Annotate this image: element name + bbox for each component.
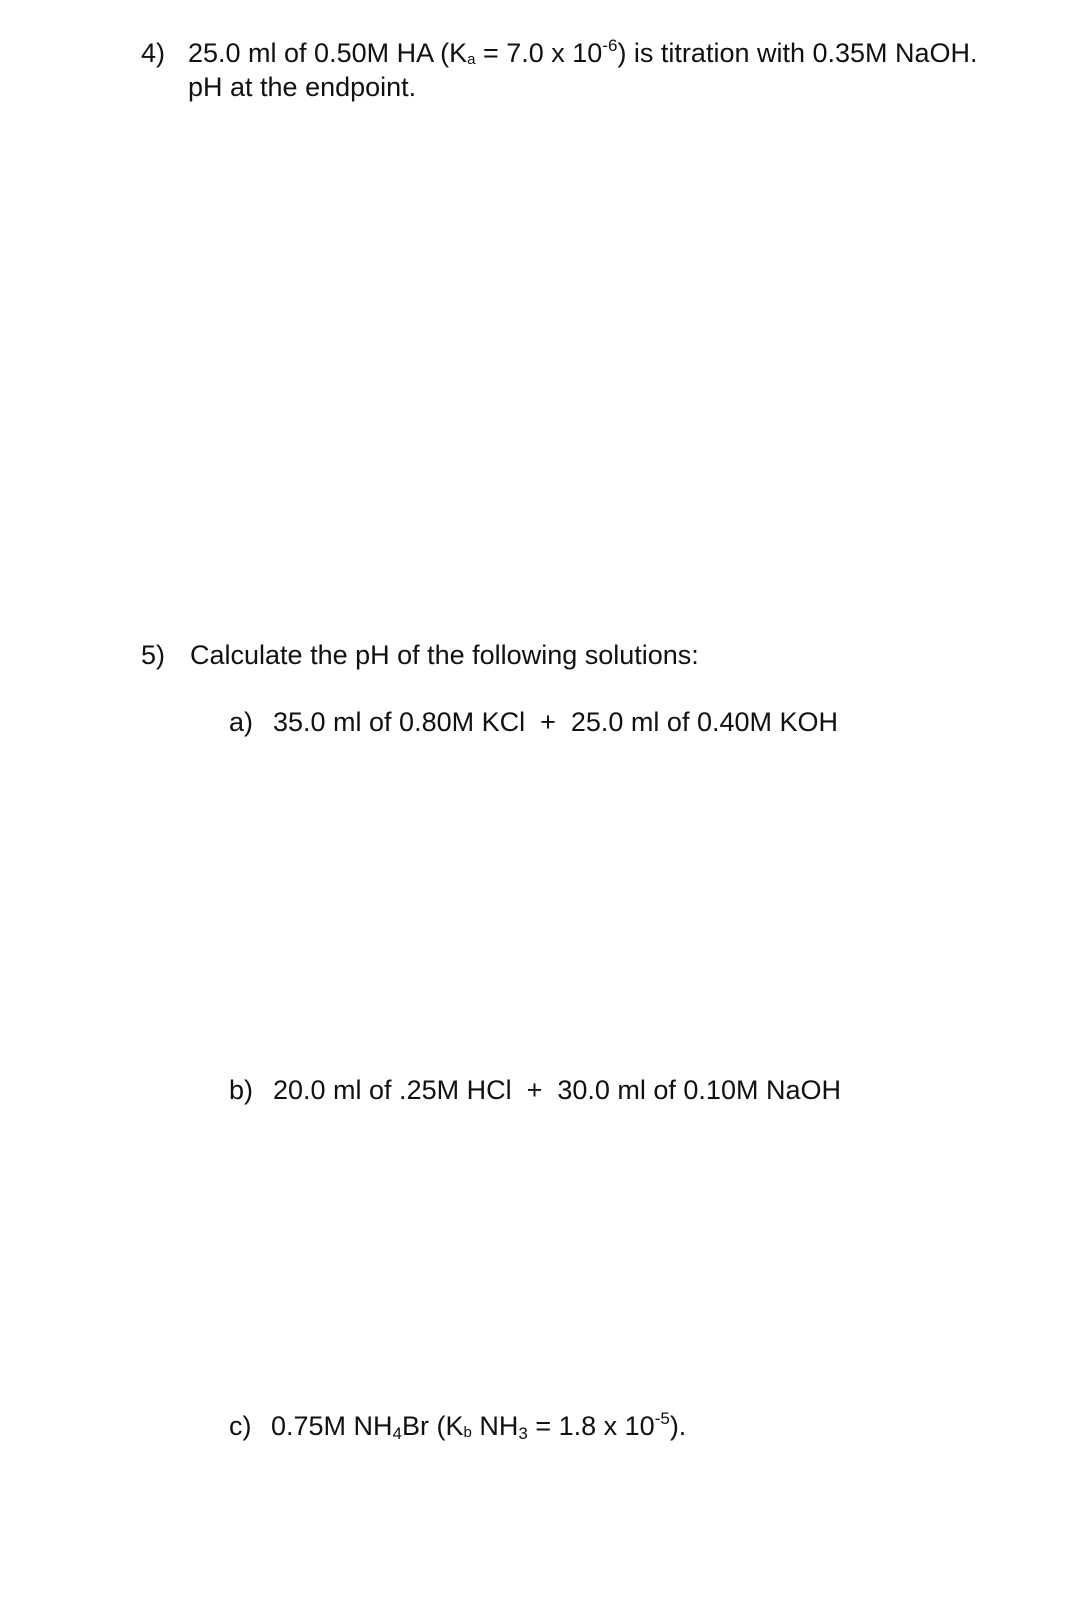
question-5b-text: 20.0 ml of .25M HCl + 30.0 ml of 0.10M NaOH <box>273 1075 841 1105</box>
q4-text-mid: = 7.0 x 10 <box>475 38 603 68</box>
question-5a-label: a) <box>229 707 254 737</box>
q5c-text-mid2: NH <box>471 1411 519 1441</box>
question-4-number: 4) <box>141 38 166 68</box>
q4-line-2-text: pH at the endpoint. <box>188 72 417 102</box>
q5c-text-post: ). <box>669 1411 687 1441</box>
q5c-text-mid1: Br (K <box>402 1411 464 1441</box>
q5c-text-pre: 0.75M NH <box>271 1411 393 1441</box>
nh3-subscript: 3 <box>518 1424 528 1443</box>
question-5a-text: 35.0 ml of 0.80M KCl + 25.0 ml of 0.40M KOH <box>273 707 838 737</box>
kb-exponent: -5 <box>654 1409 670 1428</box>
question-5c <box>229 1409 687 1443</box>
question-5-prompt: Calculate the pH of the following solutions: <box>190 640 699 670</box>
question-5c-text <box>271 1409 686 1443</box>
question-4-line-1 <box>188 36 978 70</box>
q4-text-post: ) is titration with 0.35M NaOH. <box>617 38 978 68</box>
question-5-number: 5) <box>141 640 166 670</box>
ka-exponent: -6 <box>602 36 618 55</box>
question-5b-label: b) <box>229 1075 254 1105</box>
question-5a <box>229 705 838 739</box>
q5c-text-mid3: = 1.8 x 10 <box>527 1411 655 1441</box>
question-5c-label: c) <box>229 1411 252 1441</box>
question-4-line-2 <box>188 70 416 104</box>
kb-subscript: b <box>463 1424 472 1441</box>
ka-subscript: a <box>467 51 476 68</box>
question-5b <box>229 1073 841 1107</box>
nh4-subscript: 4 <box>392 1424 403 1443</box>
q4-text-pre: 25.0 ml of 0.50M HA (K <box>188 38 468 68</box>
